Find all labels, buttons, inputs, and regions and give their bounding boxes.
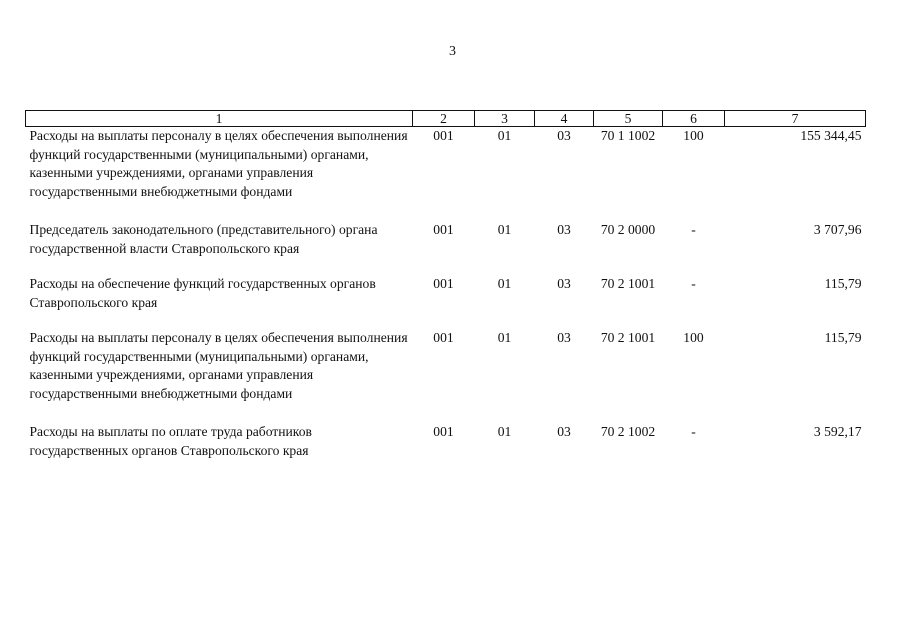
ministry-code: 001 bbox=[433, 128, 454, 143]
ministry-code: 001 bbox=[433, 222, 454, 237]
amount: 115,79 bbox=[824, 330, 862, 345]
table-header-row bbox=[26, 111, 866, 127]
column-header-2: 2 bbox=[413, 111, 475, 127]
page-number: 3 bbox=[449, 44, 456, 59]
subsection-code: 03 bbox=[557, 330, 571, 345]
target-article-code: 70 1 1002 bbox=[600, 128, 656, 143]
expense-type-code: - bbox=[691, 424, 696, 439]
expense-type-code: - bbox=[691, 276, 696, 291]
table-row bbox=[26, 423, 866, 477]
ministry-code: 001 bbox=[433, 276, 454, 291]
amount: 3 707,96 bbox=[813, 222, 862, 237]
section-code: 01 bbox=[497, 330, 512, 345]
subsection-code: 03 bbox=[557, 276, 571, 291]
target-article-code: 70 2 0000 bbox=[600, 222, 656, 237]
ministry-code: 001 bbox=[433, 424, 454, 439]
column-header-1: 1 bbox=[26, 111, 413, 127]
expense-name: Расходы на выплаты персоналу в целях обеспечения выполнения функций государственными (муниципальными) органами, казенными учреждениями, органами управления государственными внебюджетными фондами bbox=[29, 330, 408, 401]
expense-type-code: 100 bbox=[683, 330, 704, 345]
expense-type-code: - bbox=[691, 222, 696, 237]
expense-name: Расходы на выплаты по оплате труда работников государственных органов Ставропольского края bbox=[29, 424, 312, 458]
column-header-5: 5 bbox=[594, 111, 663, 127]
amount: 3 592,17 bbox=[813, 424, 862, 439]
subsection-code: 03 bbox=[557, 424, 571, 439]
amount: 155 344,45 bbox=[800, 128, 862, 143]
section-code: 01 bbox=[497, 276, 512, 291]
table-row bbox=[26, 221, 866, 275]
column-header-3: 3 bbox=[475, 111, 535, 127]
expense-type-code: 100 bbox=[683, 128, 704, 143]
target-article-code: 70 2 1001 bbox=[600, 276, 656, 291]
amount: 115,79 bbox=[824, 276, 862, 291]
table-row bbox=[26, 329, 866, 423]
ministry-code: 001 bbox=[433, 330, 454, 345]
section-code: 01 bbox=[497, 424, 512, 439]
table-row bbox=[26, 127, 866, 222]
column-header-6: 6 bbox=[663, 111, 725, 127]
column-header-4: 4 bbox=[535, 111, 594, 127]
section-code: 01 bbox=[497, 222, 512, 237]
expense-name: Расходы на выплаты персоналу в целях обеспечения выполнения функций государственными (муниципальными) органами, казенными учреждениями, органами управления государственными внебюджетными фондами bbox=[29, 128, 408, 199]
subsection-code: 03 bbox=[557, 128, 571, 143]
column-header-7: 7 bbox=[725, 111, 866, 127]
expense-name: Председатель законодательного (представительного) органа государственной власти Ставропольского края bbox=[29, 222, 378, 256]
section-code: 01 bbox=[497, 128, 512, 143]
expense-name: Расходы на обеспечение функций государственных органов Ставропольского края bbox=[29, 276, 376, 310]
target-article-code: 70 2 1002 bbox=[600, 424, 656, 439]
table-row bbox=[26, 275, 866, 329]
target-article-code: 70 2 1001 bbox=[600, 330, 656, 345]
subsection-code: 03 bbox=[557, 222, 571, 237]
budget-table bbox=[25, 110, 866, 477]
